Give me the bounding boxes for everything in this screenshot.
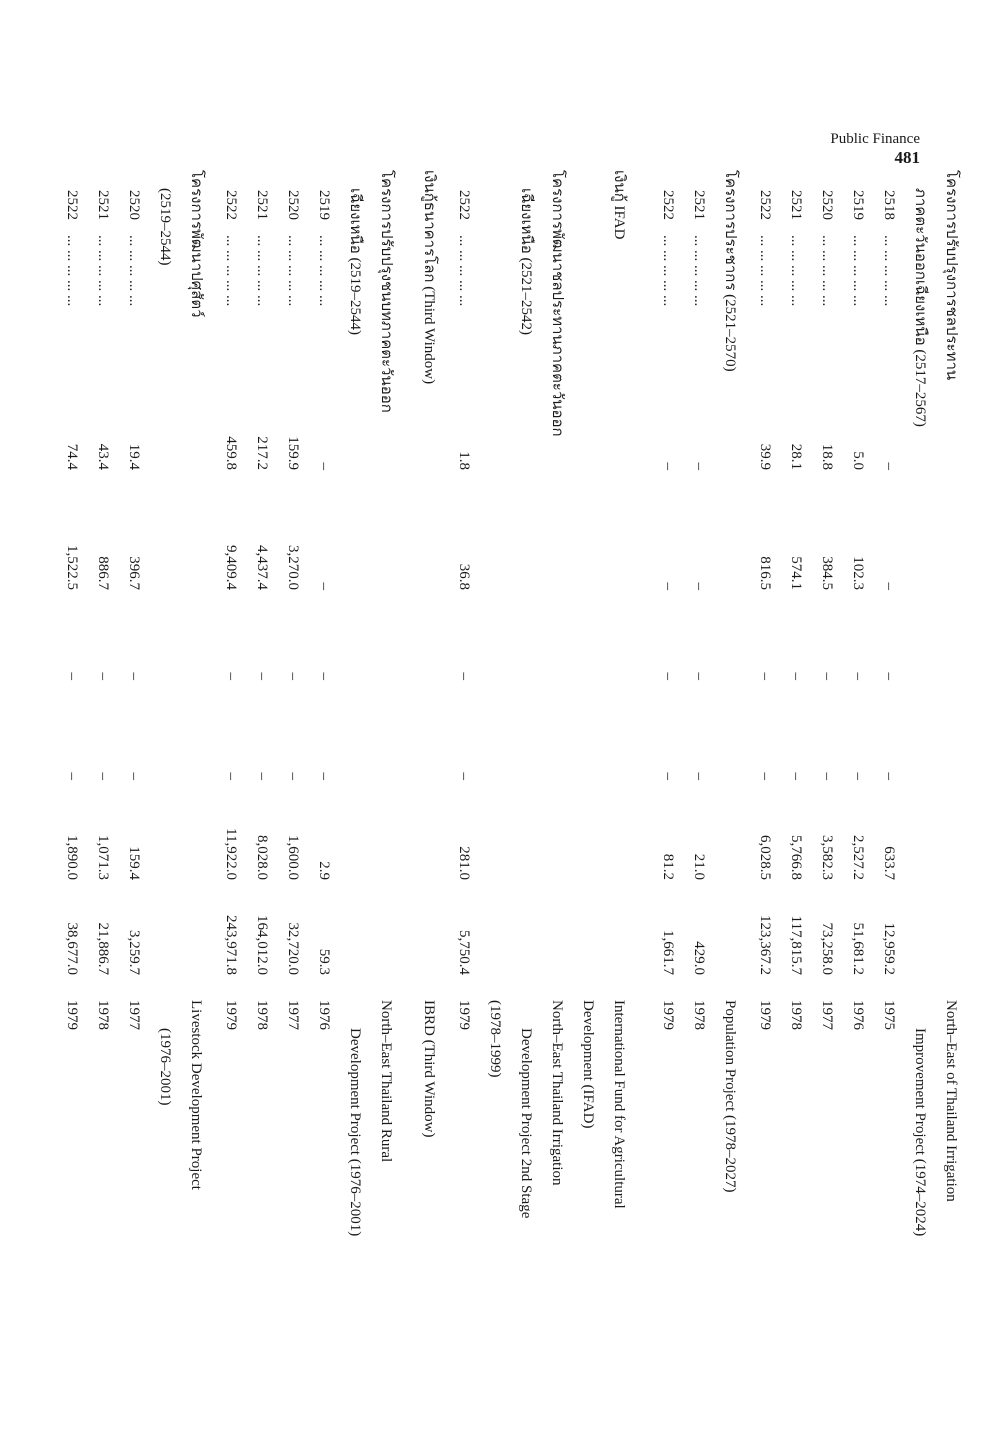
section-title-th: โครงการปรับปรุงการชลประทาน	[943, 170, 959, 381]
year-en: 1976	[316, 1000, 332, 1030]
value-c4: –	[285, 772, 301, 780]
value-c3: –	[850, 672, 866, 680]
value-c5: 11,922.0	[223, 828, 239, 880]
section-subtitle-th: เฉียงเหนือ (2519–2544)	[347, 188, 363, 335]
year-en: 1979	[757, 1000, 773, 1030]
year-th: 2522	[660, 190, 676, 220]
value-c2: –	[660, 582, 676, 590]
value-c1: 159.9	[285, 436, 301, 470]
value-c5: 81.2	[660, 853, 676, 880]
group-heading-en: Development (IFAD)	[580, 1000, 596, 1129]
value-c5: 21.0	[691, 853, 707, 880]
year-en: 1979	[456, 1000, 472, 1030]
value-c4: –	[757, 772, 773, 780]
value-c3: –	[456, 672, 472, 680]
value-c6: 123,367.2	[757, 915, 773, 975]
leader-dots: ... ... ... ... ...	[850, 235, 866, 307]
year-th: 2518	[881, 190, 897, 220]
leader-dots: ... ... ... ... ...	[223, 235, 239, 307]
value-c4: –	[316, 772, 332, 780]
leader-dots: ... ... ... ... ...	[660, 235, 676, 307]
value-c2: 3,270.0	[285, 545, 301, 590]
value-c6: 73,258.0	[819, 922, 835, 975]
value-c5: 5,766.8	[788, 835, 804, 880]
year-th: 2521	[95, 190, 111, 220]
value-c6: 5,750.4	[456, 930, 472, 975]
year-th: 2521	[788, 190, 804, 220]
value-c1: 43.4	[95, 443, 111, 470]
value-c5: 1,600.0	[285, 835, 301, 880]
value-c4: –	[850, 772, 866, 780]
value-c6: 59.3	[316, 948, 332, 975]
value-c3: –	[691, 672, 707, 680]
value-c1: 28.1	[788, 443, 804, 470]
value-c5: 8,028.0	[254, 835, 270, 880]
value-c1: –	[881, 462, 897, 470]
year-en: 1978	[691, 1000, 707, 1030]
leader-dots: ... ... ... ... ...	[64, 235, 80, 307]
value-c2: –	[316, 582, 332, 590]
value-c1: –	[660, 462, 676, 470]
value-c4: –	[456, 772, 472, 780]
value-c4: –	[660, 772, 676, 780]
section-title-th: โครงการประชากร (2521–2570)	[722, 170, 738, 372]
group-heading-en: IBRD (Third Window)	[421, 1000, 437, 1138]
value-c4: –	[254, 772, 270, 780]
value-c5: 159.4	[126, 846, 142, 880]
value-c4: –	[126, 772, 142, 780]
value-c5: 2.9	[316, 861, 332, 880]
year-en: 1977	[126, 1000, 142, 1030]
value-c4: –	[95, 772, 111, 780]
value-c6: 38,677.0	[64, 922, 80, 975]
section-subtitle-th: ภาคตะวันออกเฉียงเหนือ (2517–2567)	[912, 188, 928, 427]
value-c5: 281.0	[456, 846, 472, 880]
leader-dots: ... ... ... ... ...	[95, 235, 111, 307]
year-en: 1979	[660, 1000, 676, 1030]
section-title-en: Livestock Development Project	[188, 1000, 204, 1190]
value-c2: 9,409.4	[223, 545, 239, 590]
leader-dots: ... ... ... ... ...	[254, 235, 270, 307]
year-th: 2520	[819, 190, 835, 220]
rotated-table	[30, 160, 960, 1410]
value-c2: –	[691, 582, 707, 590]
value-c5: 3,582.3	[819, 835, 835, 880]
section-title-en: Development Project (1976–2001)	[347, 1028, 363, 1237]
value-c6: 3,259.7	[126, 930, 142, 975]
value-c1: 5.0	[850, 451, 866, 470]
value-c5: 1,890.0	[64, 835, 80, 880]
value-c3: –	[788, 672, 804, 680]
value-c1: 19.4	[126, 443, 142, 470]
value-c5: 633.7	[881, 846, 897, 880]
value-c5: 6,028.5	[757, 835, 773, 880]
leader-dots: ... ... ... ... ...	[691, 235, 707, 307]
leader-dots: ... ... ... ... ...	[285, 235, 301, 307]
year-th: 2519	[316, 190, 332, 220]
value-c2: 816.5	[757, 556, 773, 590]
leader-dots: ... ... ... ... ...	[881, 235, 897, 307]
leader-dots: ... ... ... ... ...	[788, 235, 804, 307]
year-en: 1975	[881, 1000, 897, 1030]
value-c1: 217.2	[254, 436, 270, 470]
value-c5: 2,527.2	[850, 835, 866, 880]
year-th: 2522	[456, 190, 472, 220]
section-title-en: Improvement Project (1974–2024)	[912, 1028, 928, 1237]
year-th: 2522	[64, 190, 80, 220]
value-c6: 51,681.2	[850, 922, 866, 975]
value-c3: –	[254, 672, 270, 680]
value-c6: 1,661.7	[660, 930, 676, 975]
value-c1: 459.8	[223, 436, 239, 470]
value-c3: –	[316, 672, 332, 680]
value-c3: –	[95, 672, 111, 680]
year-en: 1979	[223, 1000, 239, 1030]
value-c2: 1,522.5	[64, 545, 80, 590]
value-c4: –	[881, 772, 897, 780]
value-c2: 574.1	[788, 556, 804, 590]
year-en: 1977	[819, 1000, 835, 1030]
year-th: 2522	[223, 190, 239, 220]
year-th: 2521	[254, 190, 270, 220]
leader-dots: ... ... ... ... ...	[456, 235, 472, 307]
value-c6: 243,971.8	[223, 915, 239, 975]
section-title-en: North–East of Thailand Irrigation	[943, 1000, 959, 1202]
leader-dots: ... ... ... ... ...	[316, 235, 332, 307]
value-c4: –	[819, 772, 835, 780]
year-en: 1978	[95, 1000, 111, 1030]
value-c2: 384.5	[819, 556, 835, 590]
value-c2: 396.7	[126, 556, 142, 590]
value-c6: 117,815.7	[788, 915, 804, 975]
value-c1: –	[691, 462, 707, 470]
value-c6: 12,959.2	[881, 922, 897, 975]
leader-dots: ... ... ... ... ...	[757, 235, 773, 307]
section-title-en: North–East Thailand Irrigation	[549, 1000, 565, 1186]
leader-dots: ... ... ... ... ...	[126, 235, 142, 307]
value-c5: 1,071.3	[95, 835, 111, 880]
value-c3: –	[819, 672, 835, 680]
year-th: 2521	[691, 190, 707, 220]
value-c6: 429.0	[691, 941, 707, 975]
value-c6: 21,886.7	[95, 922, 111, 975]
value-c3: –	[64, 672, 80, 680]
section-title-en: (1976–2001)	[157, 1028, 173, 1106]
value-c3: –	[126, 672, 142, 680]
section-title-en: (1978–1999)	[487, 1000, 503, 1078]
section-subtitle-th: (2519–2544)	[157, 188, 173, 266]
value-c4: –	[223, 772, 239, 780]
value-c6: 164,012.0	[254, 915, 270, 975]
value-c3: –	[660, 672, 676, 680]
value-c4: –	[64, 772, 80, 780]
section-title-en: Development Project 2nd Stage	[518, 1028, 534, 1219]
group-heading-en: International Fund for Agricultural	[611, 1000, 627, 1209]
group-heading-th: เงินกู้ IFAD	[611, 170, 627, 240]
year-en: 1978	[254, 1000, 270, 1030]
value-c2: 36.8	[456, 563, 472, 590]
value-c1: 18.8	[819, 443, 835, 470]
section-title-en: Population Project (1978–2027)	[722, 1000, 738, 1193]
page-number: 481	[894, 148, 920, 167]
value-c3: –	[285, 672, 301, 680]
value-c3: –	[757, 672, 773, 680]
value-c4: –	[691, 772, 707, 780]
section-title-th: โครงการพัฒนาชลประทานภาคตะวันออก	[549, 170, 565, 437]
section-title-en: North–East Thailand Rural	[378, 1000, 394, 1163]
value-c2: –	[881, 582, 897, 590]
value-c4: –	[788, 772, 804, 780]
year-th: 2520	[285, 190, 301, 220]
group-heading-th: เงินกู้ธนาคารโลก (Third Window)	[421, 170, 437, 385]
section-title-th: โครงการพัฒนาปศุสัตว์	[188, 170, 204, 318]
value-c1: 1.8	[456, 451, 472, 470]
year-en: 1978	[788, 1000, 804, 1030]
value-c1: 39.9	[757, 443, 773, 470]
running-title: Public Finance	[830, 131, 920, 147]
value-c2: 102.3	[850, 556, 866, 590]
value-c3: –	[881, 672, 897, 680]
value-c1: –	[316, 462, 332, 470]
value-c2: 886.7	[95, 556, 111, 590]
section-subtitle-th: เฉียงเหนือ (2521–2542)	[518, 188, 534, 335]
year-th: 2519	[850, 190, 866, 220]
value-c1: 74.4	[64, 443, 80, 470]
year-en: 1977	[285, 1000, 301, 1030]
year-th: 2522	[757, 190, 773, 220]
leader-dots: ... ... ... ... ...	[819, 235, 835, 307]
value-c2: 4,437.4	[254, 545, 270, 590]
value-c3: –	[223, 672, 239, 680]
year-en: 1976	[850, 1000, 866, 1030]
section-title-th: โครงการปรับปรุงชนบทภาคตะวันออก	[378, 170, 394, 413]
year-en: 1979	[64, 1000, 80, 1030]
value-c6: 32,720.0	[285, 922, 301, 975]
year-th: 2520	[126, 190, 142, 220]
